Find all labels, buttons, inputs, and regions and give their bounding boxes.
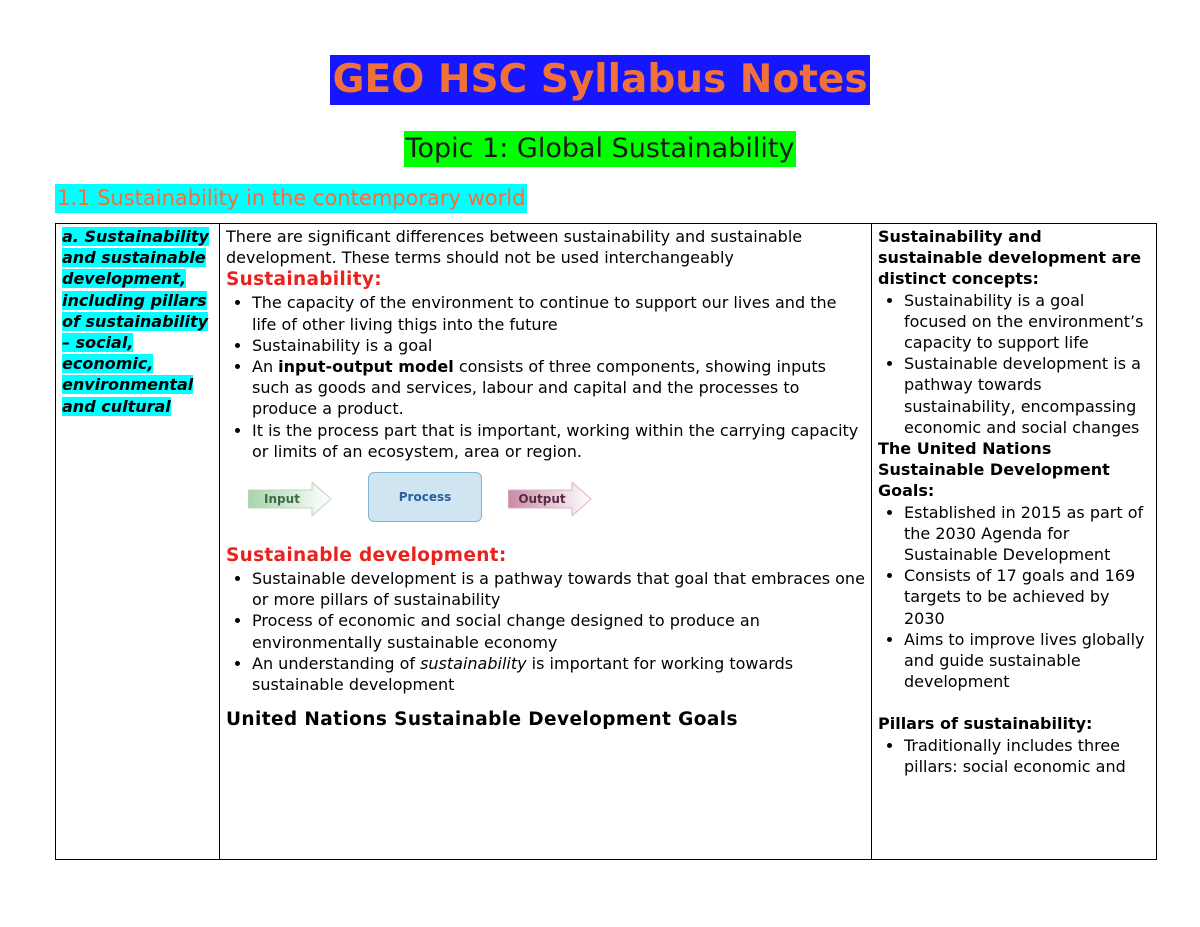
topic-heading: Topic 1: Global Sustainability bbox=[404, 131, 797, 167]
output-arrow bbox=[508, 482, 592, 516]
syllabus-point-text: a. Sustainability and sustainable development, including pillars of sustainability – social, economic, environmental and cultural bbox=[62, 227, 209, 416]
list-item-bold: input-output model bbox=[278, 357, 454, 377]
process-box: Process bbox=[368, 472, 482, 522]
table-row bbox=[56, 224, 1157, 860]
output-label: Output bbox=[518, 492, 566, 507]
input-process-output-diagram bbox=[226, 468, 865, 544]
list-item: • Consists of 17 goals and 169 targets to be achieved by 2030 bbox=[904, 565, 1150, 629]
list-item: • It is the process part that is important, working within the carrying capacity or limits of an ecosystem, area or region. bbox=[252, 420, 865, 462]
list-item: • Sustainable development is a pathway towards sustainability, encompassing economic and social changes bbox=[904, 353, 1150, 438]
summary-list bbox=[878, 502, 1150, 693]
spacer bbox=[878, 692, 1150, 713]
list-item-text: An understanding of bbox=[252, 653, 421, 673]
summary-cell bbox=[872, 224, 1157, 860]
un-goals-heading: United Nations Sustainable Development Goals bbox=[226, 709, 738, 731]
list-item: • Established in 2015 as part of the 2030 Agenda for Sustainable Development bbox=[904, 502, 1150, 566]
summary-heading: Pillars of sustainability: bbox=[878, 714, 1093, 734]
list-item-italic: sustainability bbox=[420, 653, 527, 673]
list-item: • The capacity of the environment to continue to support our lives and the life of other living thigs into the future bbox=[252, 292, 865, 334]
list-item: • Traditionally includes three pillars: social economic and bbox=[904, 735, 1150, 777]
syllabus-point-cell bbox=[56, 224, 220, 860]
list-item: • Aims to improve lives globally and guide sustainable development bbox=[904, 629, 1150, 693]
sustainable-development-heading: Sustainable development: bbox=[226, 545, 507, 567]
list-item-text: consists of three components, showing inputs such as goods and services, labour and capital and the processes to produce a product. bbox=[252, 357, 826, 419]
topic-container bbox=[0, 131, 1200, 167]
list-item: • Sustainability is a goal focused on the environment’s capacity to support life bbox=[904, 290, 1150, 354]
summary-heading: Sustainability and sustainable development are distinct concepts: bbox=[878, 227, 1142, 289]
sustainability-heading: Sustainability: bbox=[226, 269, 382, 291]
sustainability-list bbox=[226, 292, 865, 462]
summary-list bbox=[878, 290, 1150, 438]
input-arrow bbox=[248, 482, 332, 516]
list-item-text: An bbox=[252, 357, 279, 377]
notes-cell bbox=[220, 224, 872, 860]
list-item bbox=[252, 356, 865, 420]
list-item bbox=[252, 653, 865, 695]
list-item: • Sustainability is a goal bbox=[252, 335, 865, 356]
title-container bbox=[0, 55, 1200, 105]
intro-text: There are significant differences between sustainability and sustainable development. These terms should not be used interchangeably bbox=[226, 227, 803, 268]
input-label: Input bbox=[264, 492, 300, 507]
summary-heading: The United Nations Sustainable Development Goals: bbox=[878, 439, 1110, 501]
list-item: • Process of economic and social change designed to produce an environmentally sustainable economy bbox=[252, 610, 865, 652]
sustainable-development-list bbox=[226, 568, 865, 695]
summary-list bbox=[878, 735, 1150, 777]
list-item: • Sustainable development is a pathway towards that goal that embraces one or more pillars of sustainability bbox=[252, 568, 865, 610]
notes-table bbox=[55, 223, 1157, 860]
list-item-text: is important for working towards sustainable development bbox=[252, 653, 794, 695]
section-heading: 1.1 Sustainability in the contemporary world bbox=[55, 184, 527, 213]
document-title: GEO HSC Syllabus Notes bbox=[330, 55, 869, 105]
